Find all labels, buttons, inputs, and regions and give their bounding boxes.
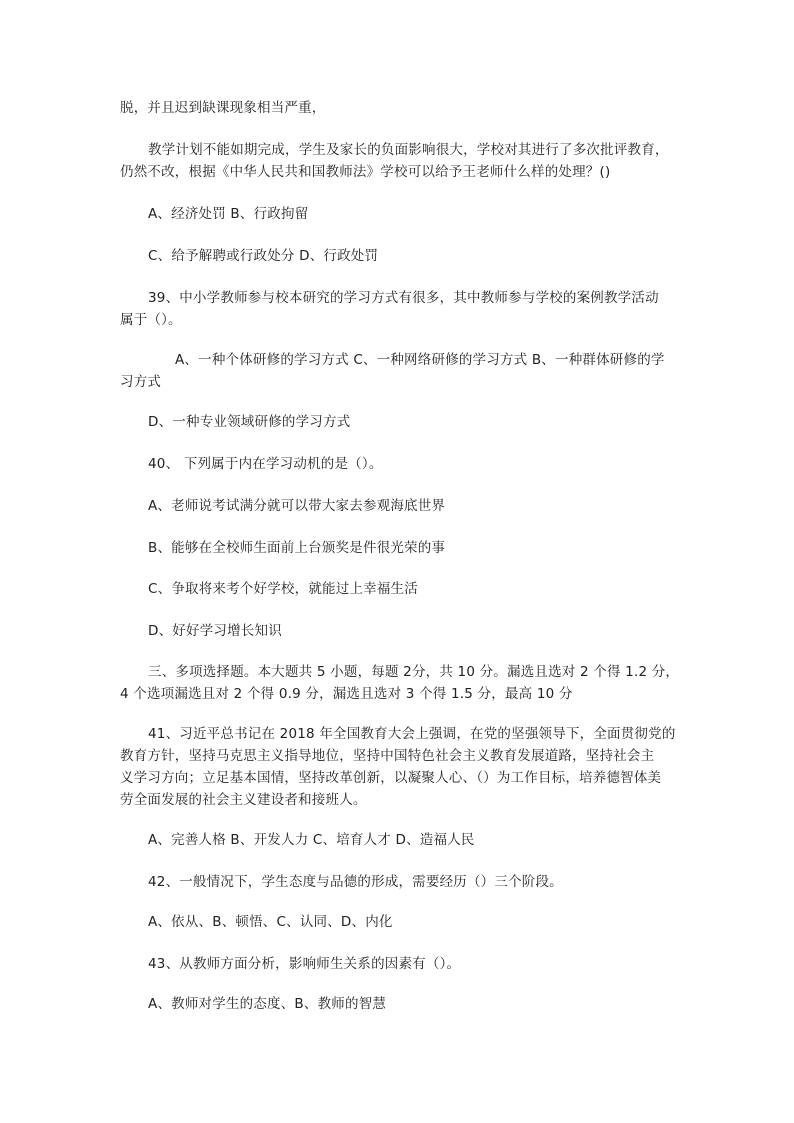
- question-38-text-line-2: 仍然不改，根据《中华人民共和国教师法》学校可以给予王老师什么样的处理？(): [120, 164, 611, 180]
- question-41-options: A、完善人格 B、开发人力 C、培育人才 D、造福人民: [148, 832, 475, 848]
- text-line-continuation: 脱，并且迟到缺课现象相当严重，: [120, 100, 326, 116]
- question-41-text-line-1: 41、习近平总书记在 2018 年全国教育大会上强调，在党的坚强领导下，全面贯彻党的: [148, 726, 676, 742]
- question-42-text: 42、一般情况下，学生态度与品德的形成，需要经历（）三个阶段。: [148, 874, 563, 890]
- question-40-option-a: A、老师说考试满分就可以带大家去参观海底世界: [148, 498, 446, 514]
- section-3-heading-line-1: 三、多项选择题。本大题共 5 小题，每题 2分，共 10 分。漏选且选对 2 个得 1.2 分，: [148, 664, 680, 680]
- question-40-text: 40、 下列属于内在学习动机的是（）。: [148, 456, 383, 472]
- question-40-option-d: D、好好学习增长知识: [148, 623, 282, 639]
- question-39-text-line-1: 39、中小学教师参与校本研究的学习方式有很多，其中教师参与学校的案例教学活动: [148, 290, 659, 306]
- question-39-options-line-2: 习方式: [120, 374, 162, 390]
- question-43-options: A、教师对学生的态度、B、教师的智慧: [148, 996, 387, 1012]
- section-3-heading-line-2: 4 个选项漏选且对 2 个得 0.9 分，漏选且选对 3 个得 1.5 分，最高 10 分: [120, 686, 573, 702]
- question-40-option-b: B、能够在全校师生面前上台颁奖是件很光荣的事: [148, 540, 446, 556]
- question-38-options-cd: C、给予解聘或行政处分 D、行政处罚: [148, 248, 379, 264]
- question-39-options-line-1: A、一种个体研修的学习方式 C、一种网络研修的学习方式 B、一种群体研修的学: [175, 352, 665, 368]
- question-38-options-ab: A、经济处罚 B、行政拘留: [148, 206, 309, 222]
- question-41-text-line-3: 义学习方向；立足基本国情，坚持改革创新，以凝聚人心、（）为工作目标，培养德智体美: [120, 770, 662, 786]
- question-43-text: 43、从教师方面分析，影响师生关系的因素有（）。: [148, 956, 461, 972]
- question-39-text-line-2: 属于（）。: [120, 312, 182, 328]
- question-42-options: A、依从、B、顿悟、C、认同、D、内化: [148, 914, 393, 930]
- question-40-option-c: C、争取将来考个好学校，就能过上幸福生活: [148, 581, 418, 597]
- question-41-text-line-4: 劳全面发展的社会主义建设者和接班人。: [120, 792, 367, 808]
- question-38-text-line-1: 教学计划不能如期完成，学生及家长的负面影响很大，学校对其进行了多次批评教育，: [148, 142, 669, 158]
- question-39-option-d: D、一种专业领域研修的学习方式: [148, 414, 351, 430]
- question-41-text-line-2: 教育方针，坚持马克思主义指导地位，坚持中国特色社会主义教育发展道路，坚持社会主: [120, 748, 655, 764]
